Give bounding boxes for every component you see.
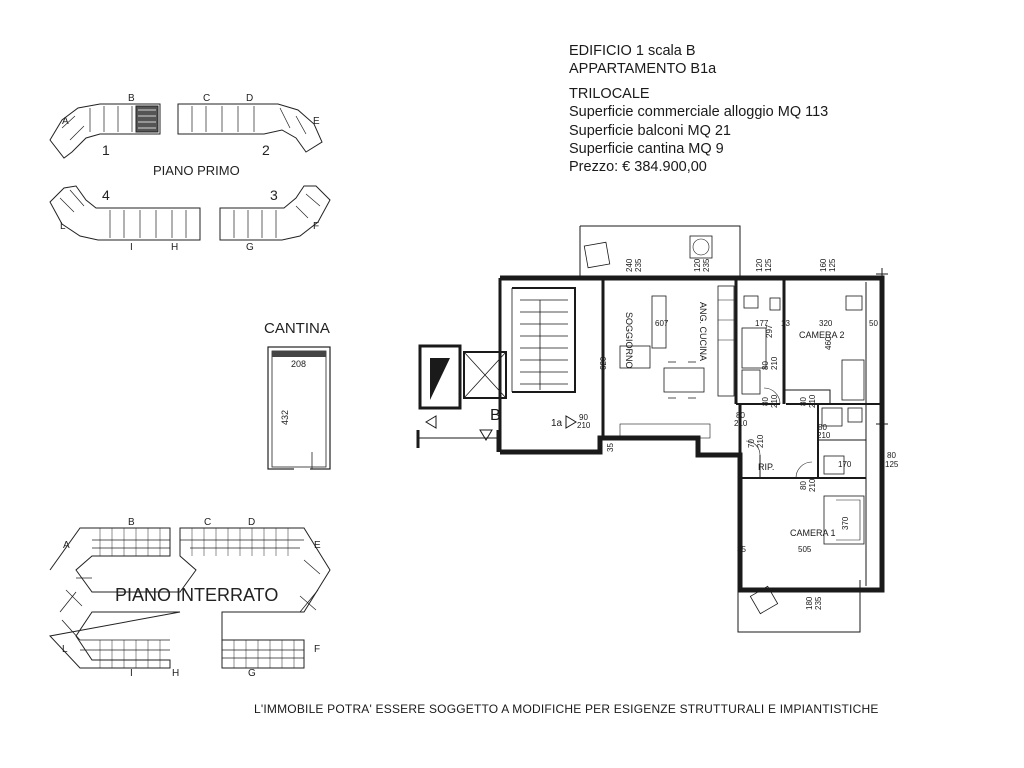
key-label-c: C [203, 93, 211, 104]
key-number-4: 4 [102, 187, 110, 203]
room-storage: RIP. [758, 462, 775, 472]
dim-50: 50 [869, 319, 878, 328]
dim-210h: 210 [808, 478, 817, 492]
dim-13: 13 [781, 319, 790, 328]
room-bedroom-2: CAMERA 2 [799, 330, 845, 340]
dim-505: 505 [798, 545, 812, 554]
dim-80a: 80 [761, 361, 770, 370]
dim-170: 170 [838, 460, 852, 469]
dim-607: 607 [655, 319, 669, 328]
key-label-d: D [246, 93, 254, 104]
dim-177: 177 [755, 319, 769, 328]
cellar-area: Superficie cantina MQ 9 [569, 141, 724, 158]
key-plan-first-title: PIANO PRIMO [153, 163, 240, 178]
dining-table [664, 368, 704, 392]
cellar-depth: 432 [280, 409, 290, 425]
dim-210c: 210 [808, 394, 817, 408]
dim-160: 160 [819, 258, 828, 272]
dim-210d: 210 [577, 421, 591, 430]
cellar-width: 208 [291, 359, 307, 369]
stair-label: B [490, 407, 501, 424]
basement-label-b: B [128, 517, 135, 528]
stair-core [512, 288, 575, 392]
dim-80g: 80 [799, 481, 808, 490]
room-bedroom-1: CAMERA 1 [790, 528, 836, 538]
unit-label: 1a [551, 418, 563, 429]
dim-120b: 120 [755, 258, 764, 272]
key-label-g: G [246, 242, 254, 253]
key-label-h: H [171, 242, 179, 253]
bed-camera-2 [842, 360, 864, 400]
commercial-area: Superficie commerciale alloggio MQ 113 [569, 104, 829, 121]
basement-label-h: H [172, 668, 180, 679]
cellar-title: CANTINA [264, 320, 330, 337]
dim-235c: 235 [814, 596, 823, 610]
basement-label-e: E [314, 540, 321, 551]
dim-297: 297 [765, 324, 774, 338]
unit-entry-arrow [566, 416, 576, 428]
apartment-label: APPARTAMENTO B1a [569, 61, 717, 78]
basement-label-l: L [62, 644, 68, 655]
key-label-e: E [313, 116, 320, 127]
dim-125c: 125 [885, 460, 899, 469]
dim-235a: 235 [634, 258, 643, 272]
basement-label-a: A [63, 540, 70, 551]
key-block-4 [50, 186, 200, 240]
basement-label-d: D [248, 517, 256, 528]
basement-label-i: I [130, 668, 133, 679]
dim-70: 70 [747, 439, 756, 448]
dim-210a: 210 [770, 356, 779, 370]
floor-plan-labels [490, 258, 899, 610]
basement-label-f: F [314, 644, 321, 655]
apartment-type: TRILOCALE [569, 85, 650, 102]
key-block-2 [178, 104, 322, 152]
room-living: SOGGIORNO [624, 312, 634, 369]
dim-210f: 210 [756, 434, 765, 448]
cellar-plan [264, 320, 330, 469]
key-label-f: F [313, 221, 320, 232]
dim-210g: 210 [817, 431, 831, 440]
entry-arrow-left [426, 416, 436, 428]
dim-80f: 80 [887, 451, 896, 460]
dim-240: 240 [625, 258, 634, 272]
balcony-area: Superficie balconi MQ 21 [569, 122, 731, 139]
key-label-l: L [60, 221, 66, 232]
dim-125a: 125 [764, 258, 773, 272]
dim-125b: 125 [828, 258, 837, 272]
dim-180: 180 [805, 596, 814, 610]
dim-620: 620 [599, 356, 608, 370]
dim-80d: 80 [736, 411, 745, 420]
dim-460: 460 [824, 336, 833, 350]
key-number-1: 1 [102, 142, 110, 158]
basement-label-c: C [204, 517, 212, 528]
dim-235b: 235 [702, 258, 711, 272]
dim-320: 320 [819, 319, 833, 328]
dim-120a: 120 [693, 258, 702, 272]
basement-title: PIANO INTERRATO [115, 585, 279, 605]
key-label-b: B [128, 93, 135, 104]
basement-label-g: G [248, 668, 256, 679]
dim-210b: 210 [770, 394, 779, 408]
building-label: EDIFICIO 1 scala B [569, 43, 696, 59]
dim-35a: 35 [737, 545, 746, 554]
dim-370: 370 [841, 516, 850, 530]
key-number-2: 2 [262, 142, 270, 158]
kitchen-counter [718, 286, 734, 396]
balcony-north [580, 226, 740, 277]
disclaimer: L'IMMOBILE POTRA' ESSERE SOGGETTO A MODIFICHE PER ESIGENZE STRUTTURALI E IMPIANTISTICHE [254, 702, 879, 716]
dim-80e: 80 [818, 423, 827, 432]
key-number-3: 3 [270, 187, 278, 203]
dim-80c: 80 [799, 397, 808, 406]
room-kitchen: ANG. CUCINA [698, 302, 708, 362]
dim-210e: 210 [734, 419, 748, 428]
dim-90: 90 [579, 413, 588, 422]
dim-80b: 80 [761, 397, 770, 406]
price: Prezzo: € 384.900,00 [569, 159, 707, 176]
key-label-i: I [130, 242, 133, 253]
key-label-a: A [62, 116, 69, 127]
dim-35b: 35 [606, 443, 615, 452]
